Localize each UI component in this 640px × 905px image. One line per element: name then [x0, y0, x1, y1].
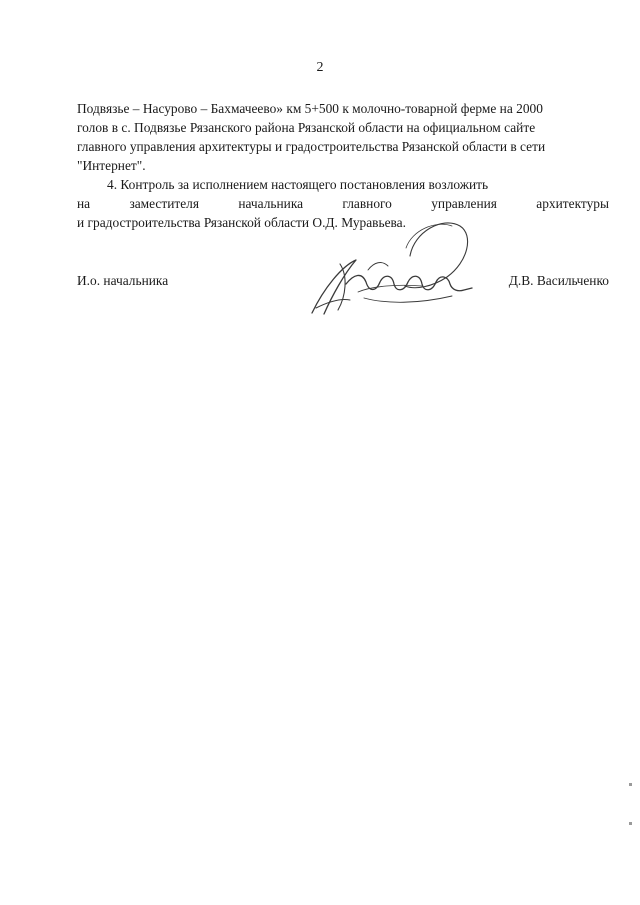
scan-artifact — [629, 822, 632, 825]
handwritten-signature — [302, 210, 477, 325]
word: начальника — [238, 196, 304, 211]
word: главного — [342, 196, 392, 211]
paragraph-line: Подвязье – Насурово – Бахмачеево» км 5+500 к молочно-товарной ферме на 2000 — [77, 101, 543, 116]
signatory-name: Д.В. Васильченко — [508, 273, 609, 288]
paragraph-continuation — [77, 99, 609, 175]
page-number: 2 — [316, 60, 324, 75]
word: заместителя — [129, 196, 200, 211]
paragraph-4-line-1: 4. Контроль за исполнением настоящего постановления возложить — [107, 177, 489, 192]
paragraph-4-line-3: и градостроительства Рязанской области О.Д. Муравьева. — [77, 215, 406, 230]
scan-artifact — [629, 783, 632, 786]
paragraph-line: голов в с. Подвязье Рязанского района Рязанской области на официальном сайте — [77, 120, 536, 135]
word: архитектуры — [536, 196, 609, 211]
word: управления — [431, 196, 497, 211]
paragraph-line: "Интернет". — [77, 158, 146, 173]
signatory-title: И.о. начальника — [77, 273, 169, 288]
word: на — [77, 196, 91, 211]
paragraph-line: главного управления архитектуры и градостроительства Рязанской области в сети — [77, 139, 546, 154]
signature-block — [77, 265, 609, 315]
